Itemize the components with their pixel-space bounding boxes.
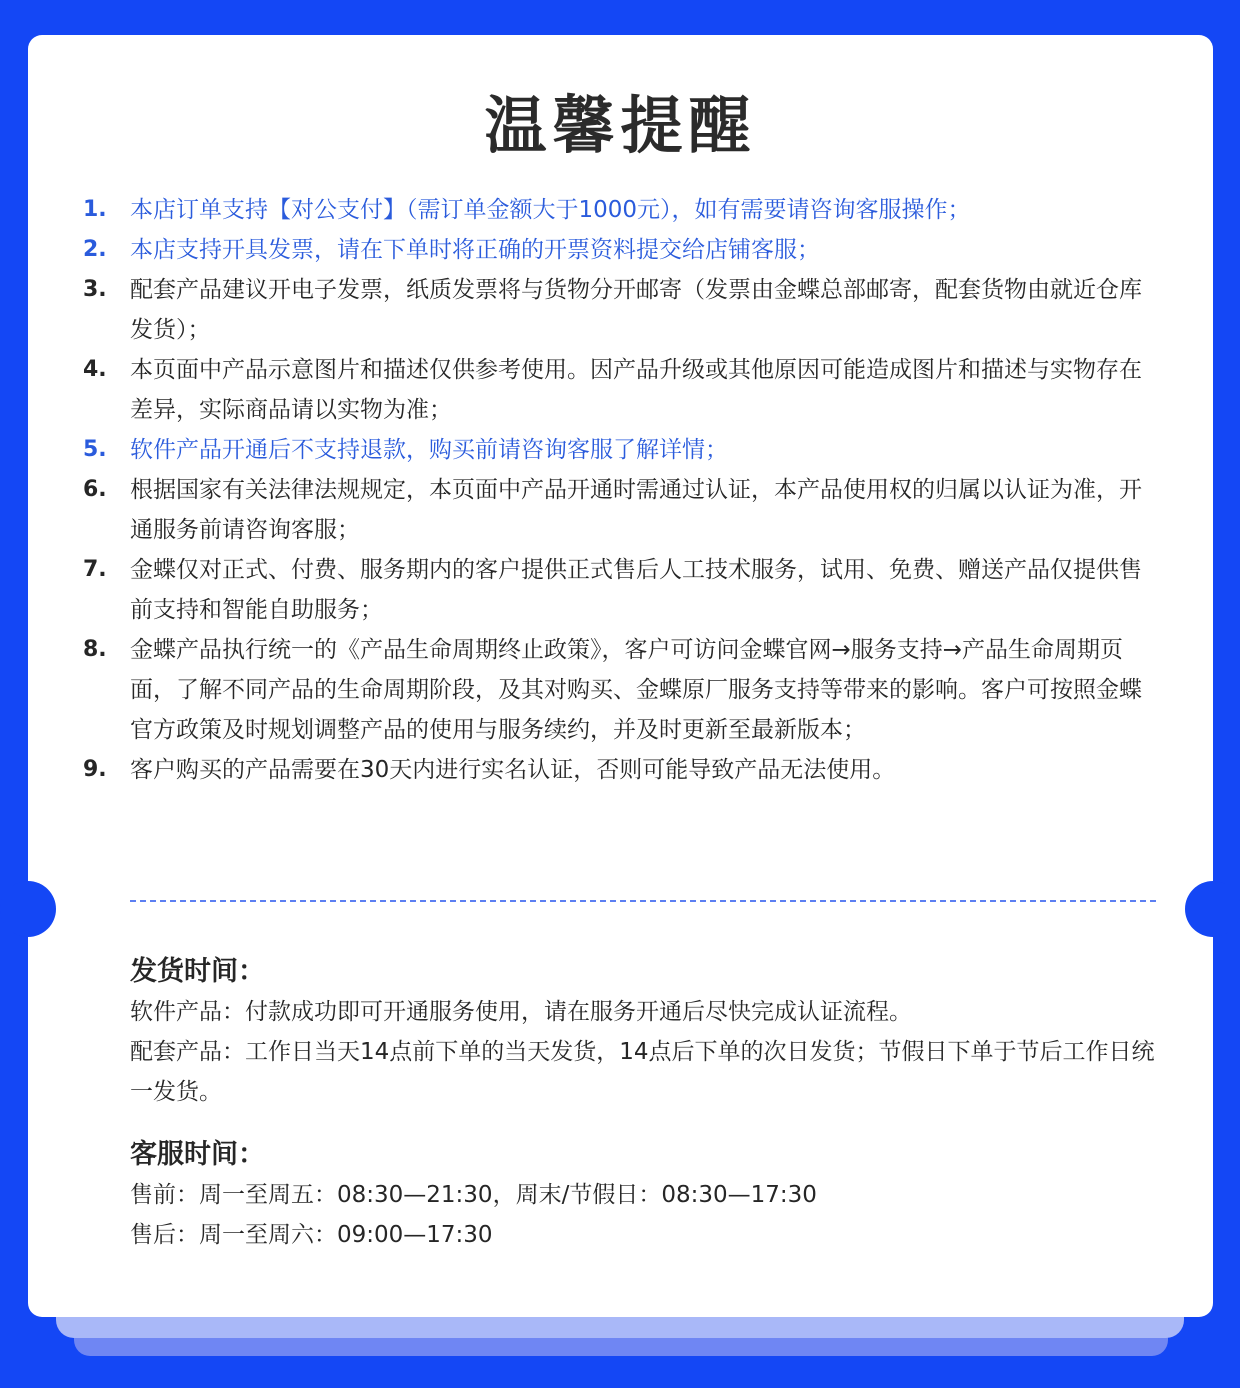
- notice-item-6: [83, 470, 1158, 550]
- notice-text: 客户购买的产品需要在30天内进行实名认证，否则可能导致产品无法使用。: [130, 757, 896, 783]
- notice-list: [83, 190, 1158, 790]
- service-title: 客服时间：: [130, 1139, 265, 1170]
- service-aftersale: 售后：周一至周六：09:00—17:30: [130, 1222, 493, 1248]
- notice-number: 4.: [83, 357, 107, 382]
- dashed-divider: [130, 900, 1156, 902]
- notice-text: 根据国家有关法律法规规定，本页面中产品开通时需通过认证，本产品使用权的归属以认证为准，开通服务前请咨询客服；: [130, 477, 1142, 543]
- notice-number: 6.: [83, 477, 107, 502]
- page-title: 温馨提醒: [484, 89, 757, 162]
- notice-item-7: [83, 550, 1158, 630]
- service-presale: 售前：周一至周五：08:30—21:30，周末/节假日：08:30—17:30: [130, 1182, 817, 1208]
- notice-number: 1.: [83, 197, 107, 222]
- shipping-section: [130, 952, 1160, 1112]
- shipping-title: 发货时间：: [130, 956, 265, 987]
- ticket-notch-left: [0, 881, 56, 937]
- notice-item-2: [83, 230, 1158, 270]
- notice-number: 3.: [83, 277, 107, 302]
- notice-number: 5.: [83, 437, 107, 462]
- notice-number: 8.: [83, 637, 107, 662]
- shipping-hardware: 配套产品：工作日当天14点前下单的当天发货，14点后下单的次日发货；节假日下单于节后工作日统一发货。: [130, 1039, 1155, 1105]
- notice-number: 9.: [83, 757, 107, 782]
- notice-item-1: [83, 190, 1158, 230]
- service-section: [130, 1135, 1160, 1255]
- notice-item-4: [83, 350, 1158, 430]
- notice-text: 本店支持开具发票，请在下单时将正确的开票资料提交给店铺客服；: [130, 237, 820, 263]
- notice-text: 金蝶产品执行统一的《产品生命周期终止政策》，客户可访问金蝶官网→服务支持→产品生命周期页面，了解不同产品的生命周期阶段，及其对购买、金蝶原厂服务支持等带来的影响。客户可按照金蝶官方政策及时规划调整产品的使用与服务续约，并及时更新至最新版本；: [130, 637, 1142, 743]
- notice-text: 金蝶仅对正式、付费、服务期内的客户提供正式售后人工技术服务，试用、免费、赠送产品仅提供售前支持和智能自助服务；: [130, 557, 1142, 623]
- notice-number: 7.: [83, 557, 107, 582]
- notice-text: 本店订单支持【对公支付】（需订单金额大于1000元），如有需要请咨询客服操作；: [130, 197, 971, 223]
- notice-card: [28, 35, 1213, 1317]
- ticket-notch-right: [1185, 881, 1240, 937]
- notice-item-3: [83, 270, 1158, 350]
- notice-item-5: [83, 430, 1158, 470]
- shipping-software: 软件产品：付款成功即可开通服务使用，请在服务开通后尽快完成认证流程。: [130, 999, 912, 1025]
- notice-text: 本页面中产品示意图片和描述仅供参考使用。因产品升级或其他原因可能造成图片和描述与实物存在差异，实际商品请以实物为准；: [130, 357, 1142, 423]
- notice-item-8: [83, 630, 1158, 750]
- notice-number: 2.: [83, 237, 107, 262]
- notice-text: 配套产品建议开电子发票，纸质发票将与货物分开邮寄（发票由金蝶总部邮寄，配套货物由就近仓库发货）；: [130, 277, 1142, 343]
- notice-item-9: [83, 750, 1158, 790]
- notice-text: 软件产品开通后不支持退款，购买前请咨询客服了解详情；: [130, 437, 728, 463]
